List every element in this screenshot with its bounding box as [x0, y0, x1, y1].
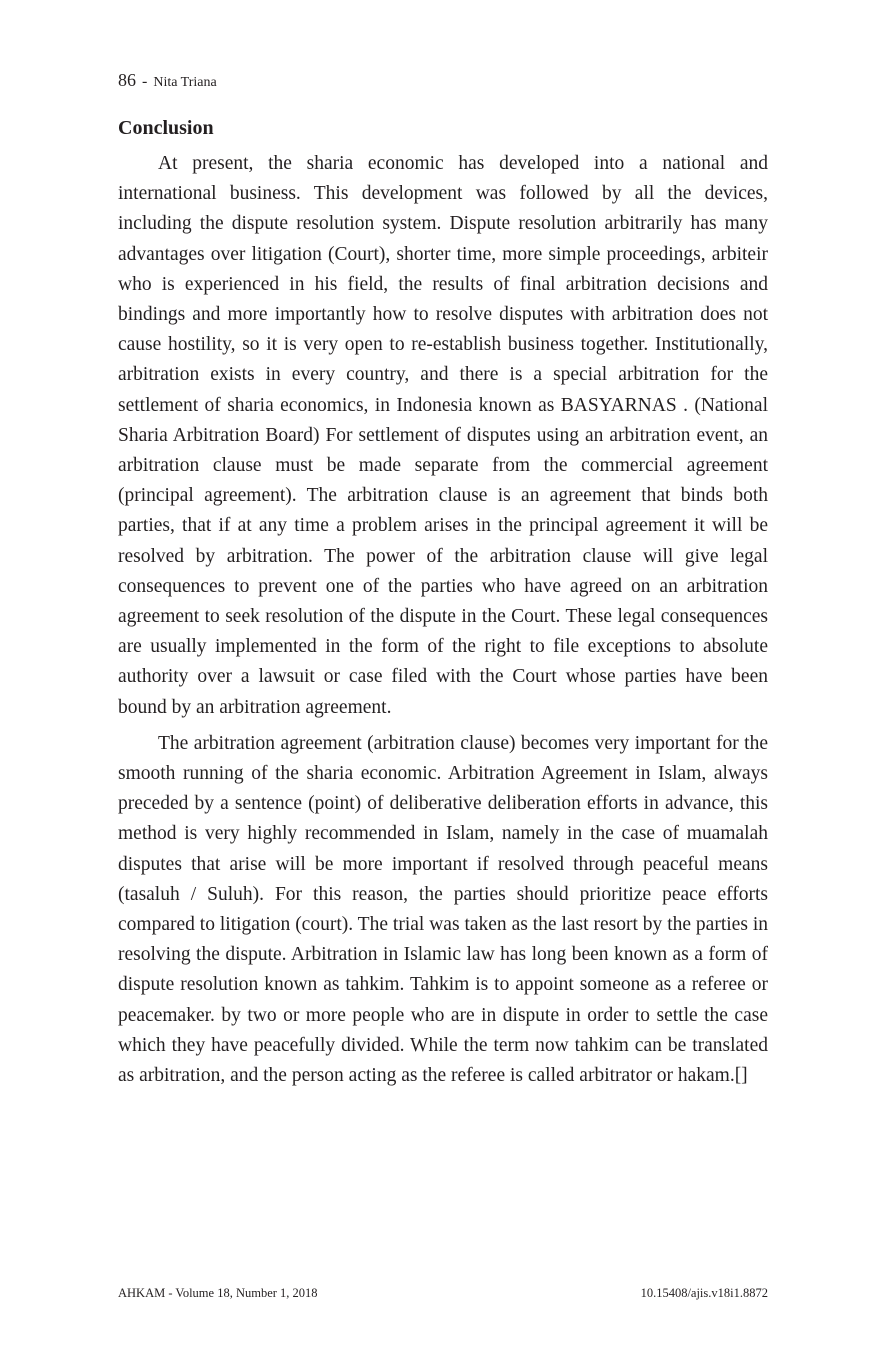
paragraph-2: The arbitration agreement (arbitration clause) becomes very important for the smooth running of the sharia economic. Arbitration Agreement in Islam, always preceded by a sentence (point) of deliberative deliberation efforts in advance, this method is very highly recommended in Islam, namely in the case of muamalah disputes that arise will be more important if resolved through peaceful means (tasaluh / Suluh). For this reason, the parties should prioritize peace efforts compared to litigation (court). The trial was taken as the last resort by the parties in resolving the dispute. Arbitration in Islamic law has long been known as a form of dispute resolution known as tahkim. Tahkim is to appoint someone as a referee or peacemaker. by two or more people who are in dispute in order to settle the case which they have peacefully divided. While the term now tahkim can be translated as arbitration, and the person acting as the referee is called arbitrator or hakam.[]: [118, 732, 768, 1087]
running-header-author: Nita Triana: [153, 75, 217, 90]
header-separator: -: [142, 73, 148, 90]
footer-journal-info: AHKAM - Volume 18, Number 1, 2018: [118, 1286, 318, 1300]
section-title: Conclusion: [118, 117, 214, 139]
body-text: [118, 149, 768, 1091]
running-header: [118, 68, 217, 95]
page-footer: [118, 1284, 768, 1302]
page-number: 86: [118, 70, 136, 90]
footer-doi: 10.15408/ajis.v18i1.8872: [640, 1286, 768, 1300]
paragraph-1: At present, the sharia economic has developed into a national and international business. This development was followed by all the devices, including the dispute resolution system. Dispute resolution arbitrarily has many advantages over litigation (Court), shorter time, more simple proceedings, arbiteir who is experienced in his field, the results of final arbitration decisions and bindings and more importantly how to resolve disputes with arbitration does not cause hostility, so it is very open to re-establish business together. Institutionally, arbitration exists in every country, and there is a special arbitration for the settlement of sharia economics, in Indonesia known as BASYARNAS . (National Sharia Arbitration Board) For settlement of disputes using an arbitration event, an arbitration clause must be made separate from the commercial agreement (principal agreement). The arbitration clause is an agreement that binds both parties, that if at any time a problem arises in the principal agreement it will be resolved by arbitration. The power of the arbitration clause will give legal consequences to prevent one of the parties who have agreed on an arbitration agreement to seek resolution of the dispute in the Court. These legal consequences are usually implemented in the form of the right to file exceptions to absolute authority over a lawsuit or case filed with the Court whose parties have been bound by an arbitration agreement.: [118, 153, 768, 718]
